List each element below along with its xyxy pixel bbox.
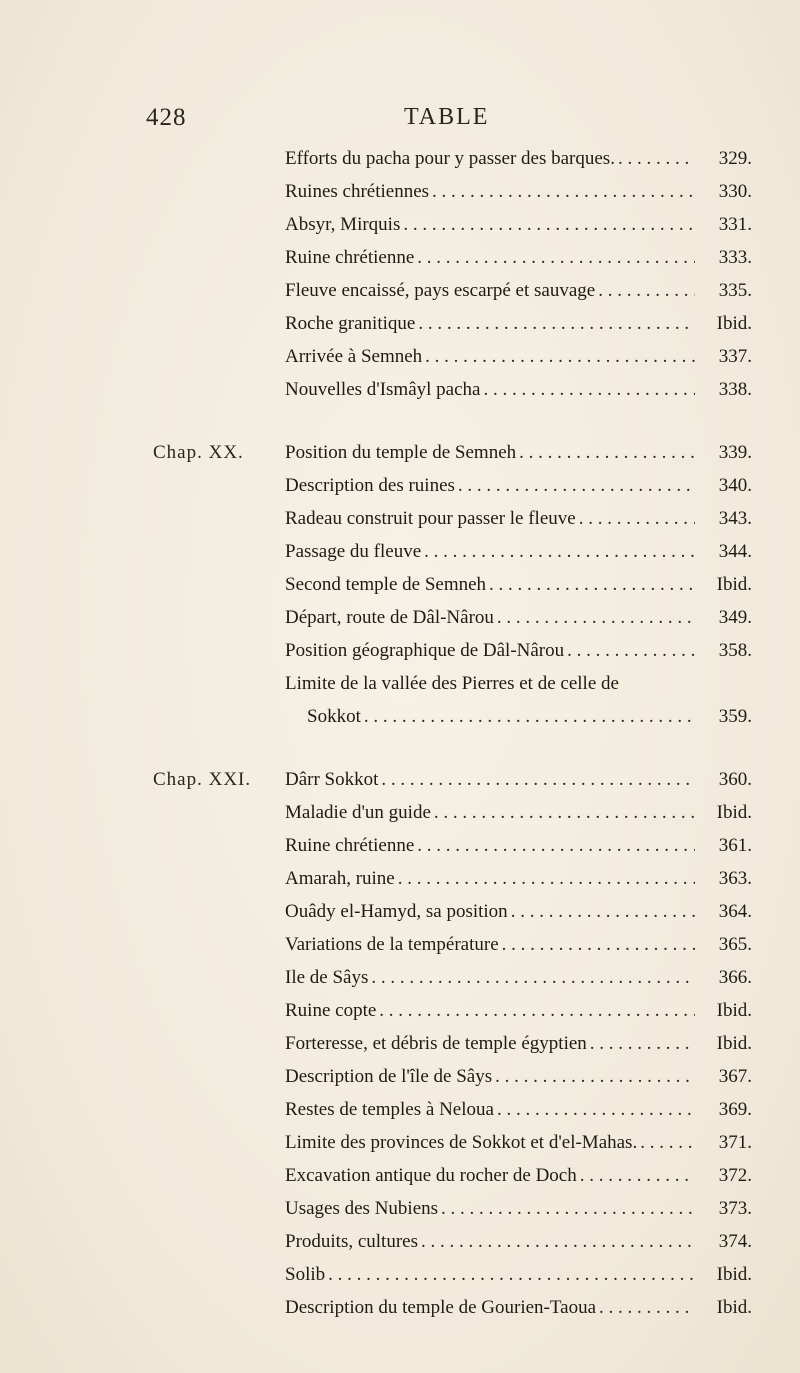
toc-entry xyxy=(285,175,752,208)
entry-title: Ruines chrétiennes xyxy=(285,181,430,202)
entry-title: Ruine chrétienne xyxy=(285,247,415,268)
entry-page: 349. xyxy=(718,607,752,628)
entry-title: Roche granitique xyxy=(285,313,416,334)
entry-page: Ibid. xyxy=(716,1264,752,1285)
chapter-prefix: Chap. xyxy=(153,442,203,463)
entry-title: Nouvelles d'Ismâyl pacha xyxy=(285,379,481,400)
dot-leader xyxy=(379,994,695,1027)
entry-page: 364. xyxy=(718,901,752,922)
chapter-xx xyxy=(0,436,800,733)
chapter-number: XX. xyxy=(208,442,244,463)
toc-entry xyxy=(285,994,752,1027)
toc-entry xyxy=(285,1093,752,1126)
toc-entry xyxy=(285,307,752,340)
chapter-label xyxy=(153,436,244,469)
entry-title: Dârr Sokkot xyxy=(285,769,379,790)
dot-leader xyxy=(579,502,695,535)
dot-leader xyxy=(599,1291,695,1324)
entry-title: Variations de la température xyxy=(285,934,499,955)
entry-page: 371. xyxy=(718,1132,752,1153)
toc-entry xyxy=(285,241,752,274)
chapter-xxi xyxy=(0,763,800,1324)
entry-page: 366. xyxy=(718,967,752,988)
toc-entry xyxy=(285,1060,752,1093)
toc-entry xyxy=(285,208,752,241)
dot-leader xyxy=(511,895,695,928)
entry-page: 372. xyxy=(718,1165,752,1186)
toc-entry xyxy=(285,862,752,895)
toc-entry xyxy=(285,502,752,535)
toc-entry xyxy=(285,895,752,928)
dot-leader xyxy=(418,307,695,340)
entry-page: Ibid. xyxy=(716,1033,752,1054)
entry-page: 358. xyxy=(718,640,752,661)
dot-leader xyxy=(497,1093,695,1126)
entry-title: Amarah, ruine xyxy=(285,868,395,889)
entry-title: Forteresse, et débris de temple égyptien xyxy=(285,1033,587,1054)
entry-page: 361. xyxy=(718,835,752,856)
entry-page: 338. xyxy=(718,379,752,400)
toc-entry xyxy=(285,568,752,601)
entry-page: 329. xyxy=(718,148,752,169)
entry-title: Fleuve encaissé, pays escarpé et sauvage xyxy=(285,280,596,301)
toc-entry xyxy=(285,1225,752,1258)
toc-entry xyxy=(285,634,752,667)
entry-title: Description des ruines xyxy=(285,475,455,496)
toc-entry xyxy=(285,274,752,307)
entry-page: 363. xyxy=(718,868,752,889)
entry-title: Ile de Sâys xyxy=(285,967,369,988)
chapter-continuation xyxy=(0,142,800,406)
dot-leader xyxy=(618,142,695,175)
dot-leader xyxy=(441,1192,695,1225)
dot-leader xyxy=(421,1225,695,1258)
entry-page: Ibid. xyxy=(716,1297,752,1318)
toc-entry xyxy=(285,1159,752,1192)
entry-page: 374. xyxy=(718,1231,752,1252)
toc-entry xyxy=(285,1192,752,1225)
entry-title: Absyr, Mirquis xyxy=(285,214,401,235)
entry-title: Restes de temples à Neloua xyxy=(285,1099,494,1120)
toc-entry-multiline xyxy=(285,667,752,733)
entry-title: Position du temple de Semneh xyxy=(285,442,517,463)
dot-leader xyxy=(495,1060,695,1093)
entry-page: Ibid. xyxy=(716,313,752,334)
entry-page: 339. xyxy=(718,442,752,463)
toc-entry xyxy=(285,1126,752,1159)
page-number: 428 xyxy=(146,104,187,131)
toc-entry xyxy=(285,1258,752,1291)
entry-title: Description du temple de Gourien-Taoua xyxy=(285,1297,597,1318)
entry-title: Départ, route de Dâl-Nârou xyxy=(285,607,494,628)
dot-leader xyxy=(580,1159,695,1192)
dot-leader xyxy=(403,208,695,241)
toc-entry xyxy=(285,142,752,175)
toc-entry xyxy=(285,340,752,373)
entry-page: 360. xyxy=(718,769,752,790)
dot-leader xyxy=(364,700,695,733)
dot-leader xyxy=(590,1027,695,1060)
entry-page: Ibid. xyxy=(716,574,752,595)
entry-page: 335. xyxy=(718,280,752,301)
entry-title: Position géographique de Dâl-Nârou xyxy=(285,640,565,661)
entry-page: 359. xyxy=(718,706,752,727)
dot-leader xyxy=(598,274,695,307)
entry-title: Arrivée à Semneh xyxy=(285,346,423,367)
dot-leader xyxy=(434,796,695,829)
toc-entry xyxy=(285,763,752,796)
toc-entry xyxy=(285,469,752,502)
entry-title: Usages des Nubiens xyxy=(285,1198,439,1219)
dot-leader xyxy=(328,1258,695,1291)
dot-leader xyxy=(417,829,695,862)
dot-leader xyxy=(567,634,695,667)
dot-leader xyxy=(489,568,695,601)
entry-page: 367. xyxy=(718,1066,752,1087)
entry-title: Radeau construit pour passer le fleuve xyxy=(285,508,576,529)
entry-title: Ruine copte xyxy=(285,1000,377,1021)
entry-page: 373. xyxy=(718,1198,752,1219)
dot-leader xyxy=(432,175,695,208)
entry-page: 333. xyxy=(718,247,752,268)
chapter-prefix: Chap. xyxy=(153,769,203,790)
dot-leader xyxy=(640,1126,695,1159)
entry-page: 330. xyxy=(718,181,752,202)
entry-title: Second temple de Semneh xyxy=(285,574,487,595)
entry-title: Passage du fleuve xyxy=(285,541,422,562)
entry-page: 369. xyxy=(718,1099,752,1120)
entry-title: Solib xyxy=(285,1264,326,1285)
entry-title: Produits, cultures xyxy=(285,1231,418,1252)
dot-leader xyxy=(398,862,695,895)
entry-title-line2: Sokkot xyxy=(307,706,361,727)
dot-leader xyxy=(417,241,695,274)
entry-title: Maladie d'un guide xyxy=(285,802,431,823)
entry-title: Limite des provinces de Sokkot et d'el-Mahas. xyxy=(285,1132,638,1153)
entry-page: 365. xyxy=(718,934,752,955)
entry-page: Ibid. xyxy=(716,802,752,823)
chapter-number: XXI. xyxy=(208,769,252,790)
entry-title: Ruine chrétienne xyxy=(285,835,415,856)
toc-entry xyxy=(285,436,752,469)
entry-list xyxy=(285,142,752,406)
running-title: TABLE xyxy=(404,104,490,130)
dot-leader xyxy=(458,469,695,502)
dot-leader xyxy=(497,601,695,634)
toc-entry xyxy=(285,535,752,568)
toc-entry xyxy=(285,961,752,994)
toc-entry xyxy=(285,373,752,406)
toc-entry xyxy=(285,796,752,829)
dot-leader xyxy=(424,535,695,568)
entry-page: 337. xyxy=(718,346,752,367)
entry-page: 340. xyxy=(718,475,752,496)
page-header xyxy=(0,104,800,144)
table-of-contents xyxy=(0,142,800,1354)
toc-entry xyxy=(285,601,752,634)
entry-title-line1: Limite de la vallée des Pierres et de celle de xyxy=(285,673,619,694)
entry-title: Efforts du pacha pour y passer des barques. xyxy=(285,148,615,169)
entry-page: 343. xyxy=(718,508,752,529)
entry-list xyxy=(285,436,752,733)
dot-leader xyxy=(381,763,695,796)
entry-page: 344. xyxy=(718,541,752,562)
entry-list xyxy=(285,763,752,1324)
toc-entry xyxy=(285,1027,752,1060)
entry-page: Ibid. xyxy=(716,1000,752,1021)
entry-title: Ouâdy el-Hamyd, sa position xyxy=(285,901,508,922)
dot-leader xyxy=(371,961,695,994)
entry-page: 331. xyxy=(718,214,752,235)
toc-entry xyxy=(285,928,752,961)
entry-title-line2-row xyxy=(285,700,752,733)
chapter-label xyxy=(153,763,251,796)
dot-leader xyxy=(425,340,695,373)
toc-entry xyxy=(285,1291,752,1324)
dot-leader xyxy=(502,928,695,961)
entry-title: Description de l'île de Sâys xyxy=(285,1066,493,1087)
dot-leader xyxy=(519,436,695,469)
entry-title: Excavation antique du rocher de Doch xyxy=(285,1165,577,1186)
toc-entry xyxy=(285,829,752,862)
dot-leader xyxy=(483,373,695,406)
